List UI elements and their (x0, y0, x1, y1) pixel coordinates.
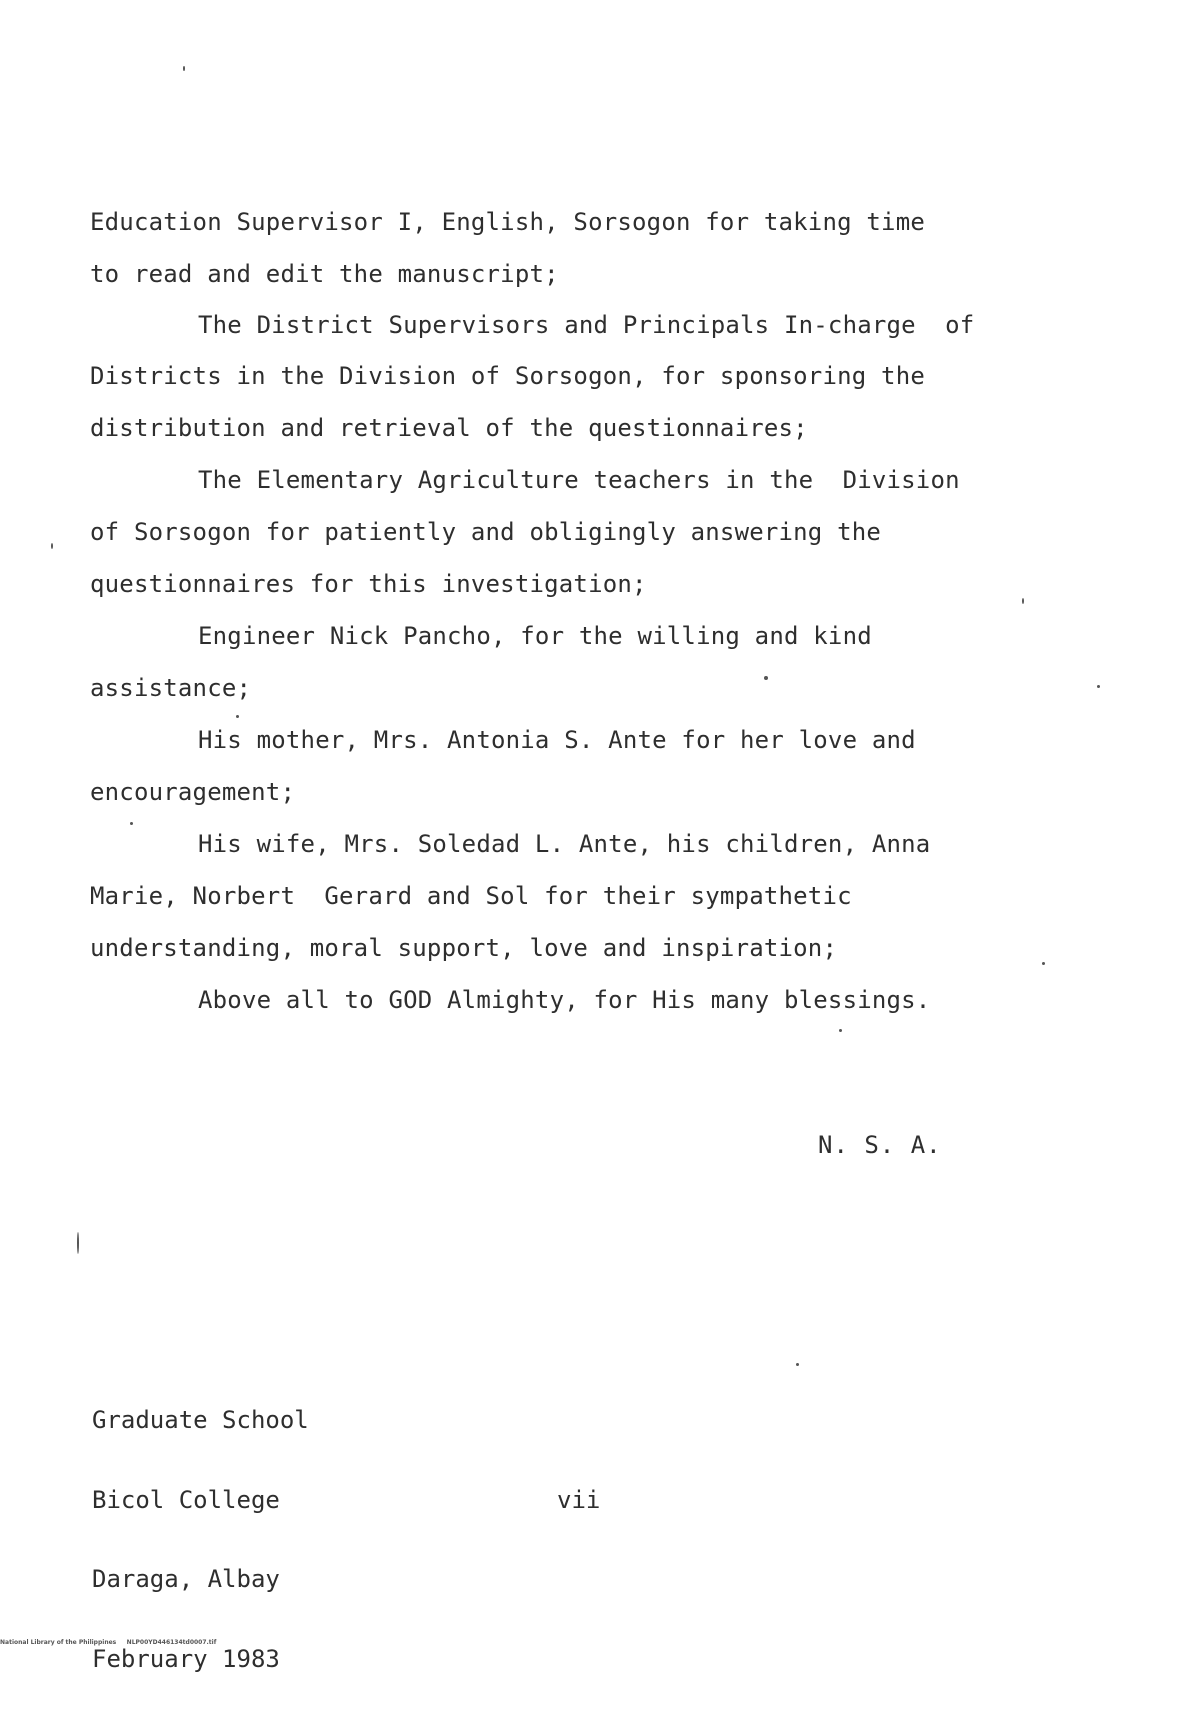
text-line-12: encouragement; (90, 778, 296, 806)
text-line-8: questionnaires for this investigation; (90, 570, 647, 598)
scan-speck (796, 1363, 799, 1366)
scan-speck (839, 1029, 842, 1032)
text-line-7: of Sorsogon for patiently and obligingly answering the (90, 518, 882, 546)
text-line-6: The Elementary Agriculture teachers in the Division (198, 466, 960, 494)
text-line-3: The District Supervisors and Principals In-charge of (198, 311, 975, 339)
scan-speck (764, 676, 768, 680)
scan-footer: National Library of the Philippines NLP00YD446134td0007.tif (0, 1639, 217, 1646)
scan-speck (77, 1232, 79, 1254)
text-line-4: Districts in the Division of Sorsogon, for sponsoring the (90, 362, 926, 390)
scan-speck (1042, 962, 1045, 965)
scan-speck (183, 66, 185, 71)
author-initials: N. S. A. (818, 1131, 942, 1159)
text-line-5: distribution and retrieval of the questionnaires; (90, 414, 808, 442)
address-block (92, 1354, 309, 1725)
text-line-13: His wife, Mrs. Soledad L. Ante, his children, Anna (198, 830, 931, 858)
address-line-2: Bicol College (92, 1485, 280, 1514)
text-line-11: His mother, Mrs. Antonia S. Ante for her love and (198, 726, 916, 754)
text-line-2: to read and edit the manuscript; (90, 260, 559, 288)
scan-speck (236, 715, 239, 718)
text-line-9: Engineer Nick Pancho, for the willing and kind (198, 622, 872, 650)
scan-speck (1097, 685, 1100, 688)
text-line-10: assistance; (90, 674, 252, 702)
text-line-16: Above all to GOD Almighty, for His many blessings. (198, 986, 931, 1014)
address-line-4: February 1983 (92, 1644, 280, 1673)
text-line-1: Education Supervisor I, English, Sorsogon for taking time (90, 208, 926, 236)
page-number: vii (557, 1486, 601, 1514)
address-line-3: Daraga, Albay (92, 1565, 280, 1593)
scan-speck (51, 543, 53, 549)
scan-speck (130, 822, 133, 825)
text-line-15: understanding, moral support, love and inspiration; (90, 934, 838, 962)
text-line-14: Marie, Norbert Gerard and Sol for their sympathetic (90, 882, 852, 910)
scan-speck (1022, 598, 1024, 604)
address-line-1: Graduate School (92, 1406, 309, 1434)
